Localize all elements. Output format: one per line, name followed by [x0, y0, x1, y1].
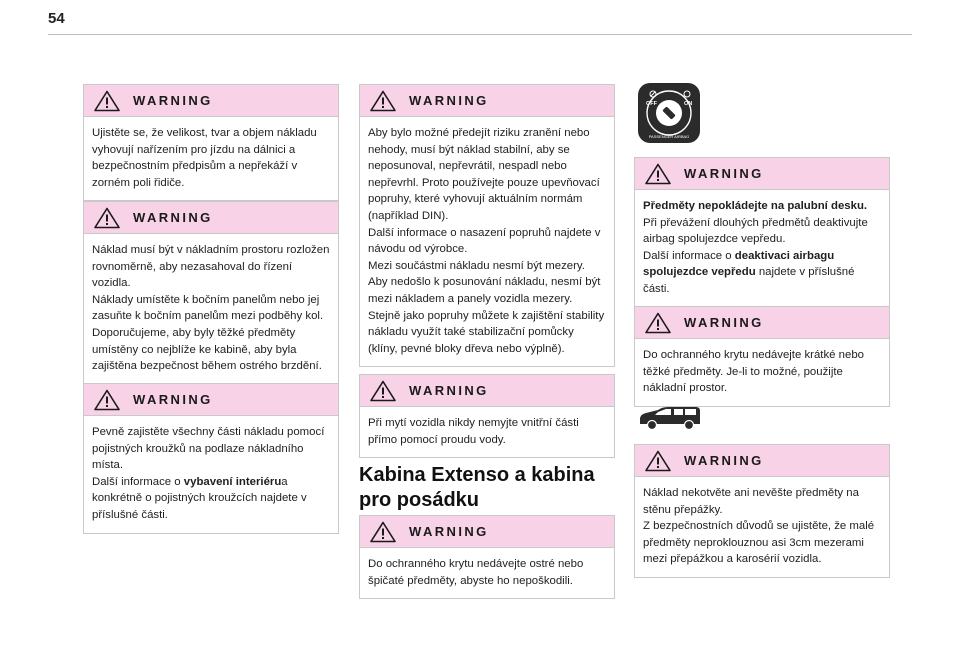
paragraph: Při mytí vozidla nikdy nemyjte vnitřní části přímo pomocí proudu vody. — [368, 417, 579, 446]
passenger-airbag-label: PASSENGER AIRBAG — [648, 134, 690, 139]
paragraph: Náklad nekotvěte ani nevěšte předměty na stěnu přepážky. — [643, 487, 859, 516]
warning-box — [359, 515, 615, 599]
paragraph — [643, 248, 881, 298]
text-run: a konkrétně o pojistných kroužcích najdete v příslušné části. — [92, 475, 307, 521]
paragraph — [643, 198, 881, 248]
paragraph — [92, 474, 330, 524]
warning-text — [635, 339, 889, 406]
page-number: 54 — [48, 10, 65, 27]
warning-triangle-icon — [645, 450, 671, 472]
cross-reference: deaktivaci airbagu spolujezdce vepředu — [643, 249, 835, 279]
paragraph: Ujistěte se, že velikost, tvar a objem nákladu vyhovují nařízením pro jízdu na dálnici a bezpečnostním předpisům a nepřekáží v zorném poli řidiče. — [92, 127, 317, 189]
warning-text — [84, 416, 338, 533]
section-heading: Kabina Extenso a kabina pro posádku — [359, 464, 595, 511]
paragraph: Mezi součástmi nákladu nesmí být mezery. Aby nedošlo k posunování nákladu, nesmí být mezi nákladem a panely vozidla mezery. — [368, 259, 601, 305]
warning-header — [635, 445, 889, 477]
paragraph: Do ochranného krytu nedávejte krátké nebo těžké předměty. Je-li to možné, použijte nákladní prostor. — [643, 349, 864, 395]
paragraph: Náklad musí být v nákladním prostoru rozložen rovnoměrně, aby nezasahoval do řízení vozidla. — [92, 244, 330, 290]
warning-box — [83, 201, 339, 385]
text-run: Při převážení dlouhých předmětů deaktivujte airbag spolujezdce vepředu. — [643, 216, 868, 246]
warning-title: WARNING — [409, 383, 489, 398]
off-label: OFF — [646, 101, 657, 107]
warning-box — [83, 84, 339, 201]
warning-text — [360, 117, 614, 366]
warning-header — [360, 85, 614, 117]
paragraph: Z bezpečnostních důvodů se ujistěte, že malé předměty neproklouznou asi 3cm mezerami mezi přepážkou a karosérií vozidla. — [643, 520, 875, 566]
warning-box — [83, 383, 339, 534]
warning-triangle-icon — [94, 207, 120, 229]
warning-header — [84, 85, 338, 117]
warning-box — [359, 374, 615, 458]
warning-triangle-icon — [645, 312, 671, 334]
warning-title: WARNING — [133, 93, 213, 108]
airbag-switch-icon — [638, 83, 700, 143]
paragraph: Do ochranného krytu nedávejte ostré nebo špičaté předměty, abyste ho nepoškodili. — [368, 558, 584, 587]
warning-title: WARNING — [684, 315, 764, 330]
warning-title: WARNING — [684, 166, 764, 181]
warning-triangle-icon — [645, 163, 671, 185]
emphasis: Předměty nepokládejte na palubní desku. — [643, 200, 868, 212]
text-run: najdete v příslušné části. — [643, 266, 855, 295]
warning-box — [634, 157, 890, 308]
text-run: Další informace o — [643, 249, 735, 262]
warning-text — [360, 548, 614, 598]
paragraph: Doporučujeme, aby byly těžké předměty umístěny co nejblíže ke kabině, aby byla zajištěna bezpečnost během ostrého brzdění. — [92, 326, 322, 373]
warning-box — [634, 444, 890, 578]
warning-box — [359, 84, 615, 367]
warning-header — [84, 384, 338, 416]
paragraph: Další informace o nasazení popruhů najdete v návodu od výrobce. — [368, 226, 601, 256]
warning-text — [84, 234, 338, 384]
warning-text — [84, 117, 338, 200]
warning-title: WARNING — [133, 210, 213, 225]
warning-header — [360, 516, 614, 548]
warning-title: WARNING — [684, 453, 764, 468]
warning-box — [634, 306, 890, 407]
text-run: Další informace o — [92, 475, 184, 488]
on-label: ON — [684, 101, 693, 107]
warning-title: WARNING — [409, 524, 489, 539]
warning-header — [635, 307, 889, 339]
warning-text — [360, 407, 614, 457]
warning-triangle-icon — [370, 380, 396, 402]
paragraph: Pevně zajistěte všechny části nákladu pomocí pojistných kroužků na podlaze nákladního místa. — [92, 426, 325, 472]
warning-header — [635, 158, 889, 190]
warning-triangle-icon — [94, 389, 120, 411]
warning-header — [360, 375, 614, 407]
warning-text — [635, 190, 889, 307]
warning-triangle-icon — [370, 521, 396, 543]
warning-text — [635, 477, 889, 577]
paragraph: Stejně jako popruhy můžete k zajištění stability nákladu využít také stabilizační pomůcky (klíny, pevné bloky dřeva nebo výplně). — [368, 309, 605, 355]
paragraph: Náklady umístěte k bočním panelům nebo jej zasuňte k bočním panelům mezi podběhy kol. — [92, 293, 324, 323]
header-divider — [48, 34, 912, 35]
warning-triangle-icon — [94, 90, 120, 112]
paragraph: Aby bylo možné předejít riziku zranění nebo nehody, musí být náklad stabilní, aby se neposunoval, nepřevrátil, nespadl nebo nepřevrhl. Proto používejte pouze upevňovací popruhy, které vyhovují aktuálním normám (například DIN). — [368, 127, 600, 222]
warning-title: WARNING — [409, 93, 489, 108]
warning-title: WARNING — [133, 392, 213, 407]
cross-reference: vybavení interiéru — [183, 475, 282, 488]
warning-header — [84, 202, 338, 234]
van-icon — [638, 405, 702, 431]
warning-triangle-icon — [370, 90, 396, 112]
